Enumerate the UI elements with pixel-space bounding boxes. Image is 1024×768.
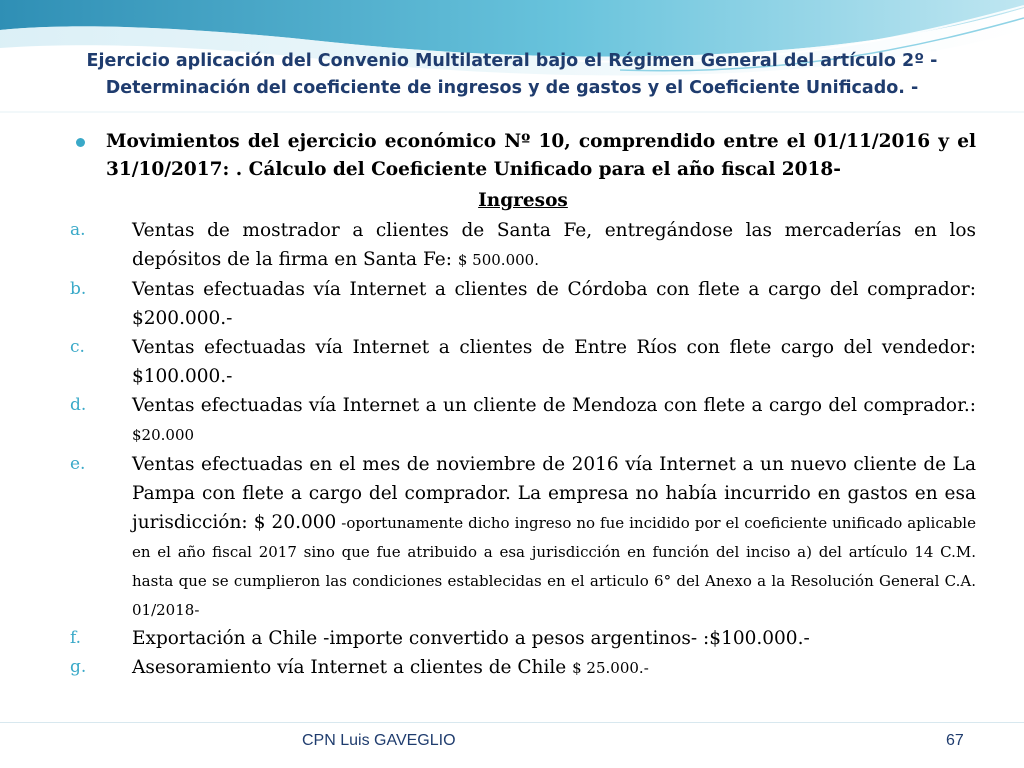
item-letter: g. (70, 657, 87, 677)
ingresos-heading: Ingresos (478, 190, 568, 211)
lead-bullet (70, 128, 976, 184)
lead-text: Movimientos del ejercicio económico Nº 10, comprendido entre el 01/11/2016 y el 31/10/2017: . Cálculo del Coeficiente Unificado para el año fiscal 2018- (106, 131, 976, 180)
item-text: Ventas efectuadas vía Internet a un cliente de Mendoza con flete a cargo del comprador.: (132, 395, 976, 416)
item-letter: e. (70, 454, 86, 474)
title-line-1: Ejercicio aplicación del Convenio Multilateral bajo el Régimen General del artículo 2º - (86, 51, 938, 71)
list-item-f (70, 624, 976, 653)
item-amount: $20.000 (132, 426, 195, 444)
item-letter: f. (70, 628, 82, 648)
list-item-e (70, 450, 976, 624)
item-text: Asesoramiento vía Internet a clientes de Chile (132, 657, 573, 678)
item-text: Ventas efectuadas vía Internet a clientes de Córdoba con flete a cargo del comprador: $200.000.- (132, 279, 976, 329)
page-number: 67 (946, 732, 964, 749)
item-amount: $ 500.000. (457, 251, 539, 269)
item-amount: $ 20.000 (253, 512, 337, 533)
list-item-b (70, 275, 976, 333)
item-amount: $ 25.000.- (572, 659, 649, 677)
slide-title (60, 48, 964, 102)
item-letter: c. (70, 337, 85, 357)
item-letter: b. (70, 279, 87, 299)
item-text: Exportación a Chile -importe convertido a pesos argentinos- :$100.000.- (132, 628, 810, 649)
list-item-c (70, 333, 976, 391)
list-item-d (70, 391, 976, 450)
footer-author: CPN Luis GAVEGLIO (302, 732, 456, 749)
footer-divider (0, 722, 1024, 723)
list-item-a (70, 216, 976, 275)
item-text: Ventas efectuadas en el mes de noviembre de 2016 vía Internet a un nuevo cliente de La Pampa con flete a cargo del comprador. La empresa no había incurrido en gastos en esa jurisdicción: (132, 454, 976, 533)
slide-content (70, 128, 976, 683)
item-letter: a. (70, 220, 86, 240)
bullet-dot-icon (76, 138, 85, 147)
item-note: -oportunamente dicho ingreso no fue incidido por el coeficiente unificado aplicable en el año fiscal 2017 sino que fue atribuido a esa jurisdicción en función del inciso a) del artículo 14 C.M. hasta que se cumplieron las condiciones establecidas en el articulo 6° del Anexo a la Resolución General C.A. 01/2018- (132, 514, 976, 619)
list-item-g (70, 653, 976, 683)
item-letter: d. (70, 395, 87, 415)
title-line-2: Determinación del coeficiente de ingresos y de gastos y el Coeficiente Unificado. - (105, 78, 919, 98)
item-text: Ventas efectuadas vía Internet a clientes de Entre Ríos con flete cargo del vendedor: $100.000.- (132, 337, 976, 387)
item-text: Ventas de mostrador a clientes de Santa Fe, entregándose las mercaderías en los depósitos de la firma en Santa Fe: (132, 220, 976, 270)
